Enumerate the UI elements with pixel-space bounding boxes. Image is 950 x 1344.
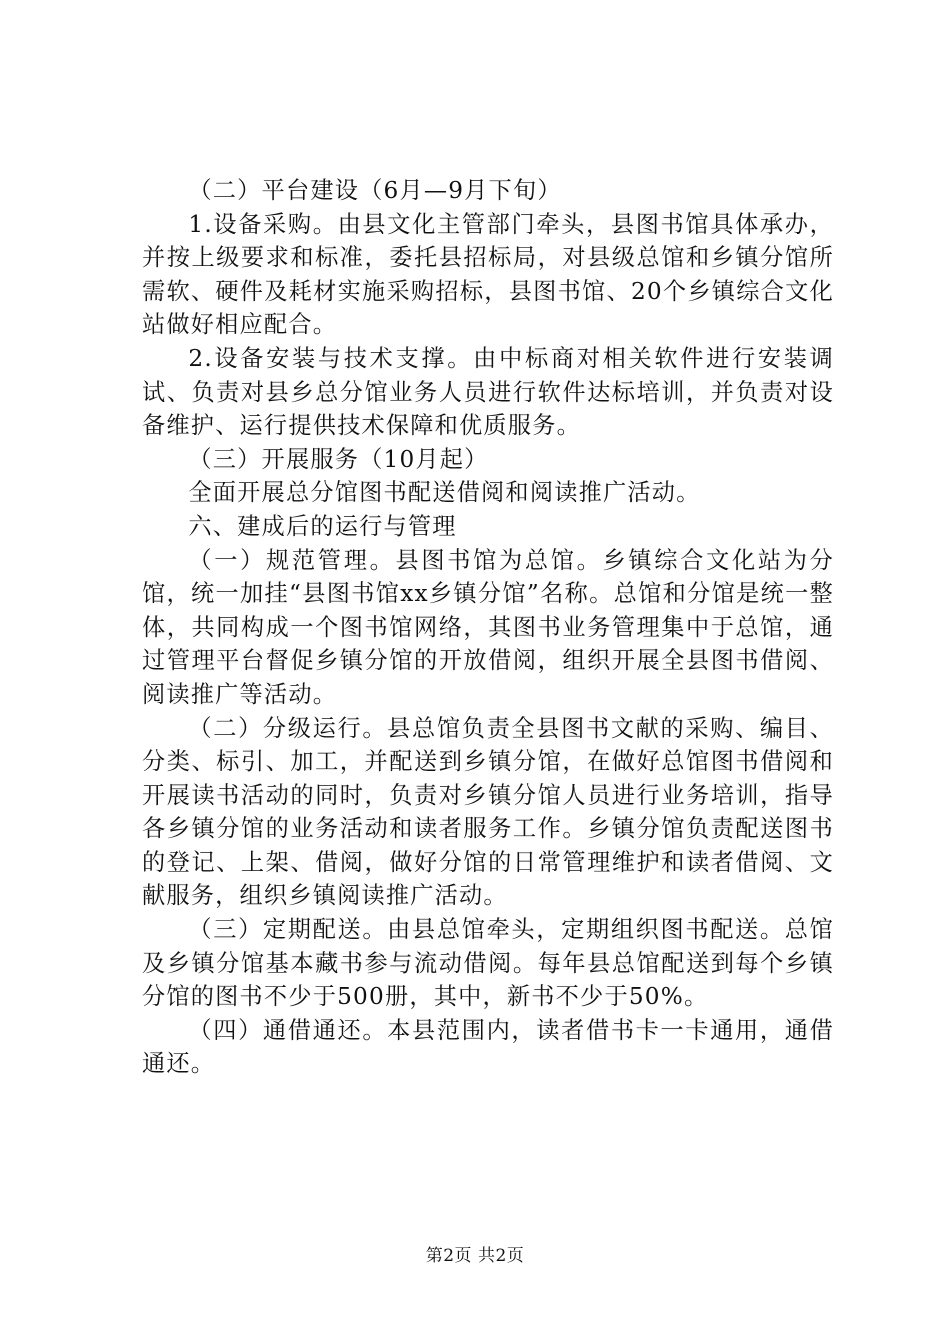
document-body	[142, 174, 834, 1081]
paragraph-platform-heading: （二）平台建设（6月—9月下旬）	[188, 177, 562, 204]
paragraph-section-six-heading: 六、建成后的运行与管理	[188, 512, 457, 540]
page-number-footer: 第2页 共2页	[425, 1246, 525, 1266]
paragraph-service-heading: （三）开展服务（10月起）	[188, 445, 489, 473]
paragraph-universal-borrowing: （四）通借通还。本县范围内，读者借书卡一卡通用，通借通还。	[142, 1016, 834, 1078]
paragraph-standard-management: （一）规范管理。县图书馆为总馆。乡镇综合文化站为分馆，统一加挂“县图书馆xx乡镇分馆”名称。总馆和分馆是统一整体，共同构成一个图书馆网络，其图书业务管理集中于总馆，通过管理平台督促乡镇分馆的开放借阅，组织开展全县图书借阅、阅读推广等活动。	[142, 546, 834, 708]
paragraph-regular-delivery: （三）定期配送。由县总馆牵头，定期组织图书配送。总馆及乡镇分馆基本藏书参与流动借阅。每年县总馆配送到每个乡镇分馆的图书不少于500册，其中，新书不少于50%。	[142, 916, 834, 1011]
paragraph-equipment-procurement: 1.设备采购。由县文化主管部门牵头，县图书馆具体承办，并按上级要求和标准，委托县招标局，对县级总馆和乡镇分馆所需软、硬件及耗材实施采购招标，县图书馆、20个乡镇综合文化站做好相应配合。	[142, 210, 834, 339]
paragraph-equipment-installation: 2.设备安装与技术支撑。由中标商对相关软件进行安装调试、负责对县乡总分馆业务人员进行软件达标培训，并负责对设备维护、运行提供技术保障和优质服务。	[142, 344, 834, 440]
paragraph-service-content: 全面开展总分馆图书配送借阅和阅读推广活动。	[188, 479, 701, 507]
paragraph-graded-operation: （二）分级运行。县总馆负责全县图书文献的采购、编目、分类、标引、加工，并配送到乡镇分馆，在做好总馆图书借阅和开展读书活动的同时，负责对乡镇分馆人员进行业务培训，指导各乡镇分馆的业务活动和读者服务工作。乡镇分馆负责配送图书的登记、上架、借阅，做好分馆的日常管理维护和读者借阅、文献服务，组织乡镇阅读推广活动。	[142, 714, 834, 910]
